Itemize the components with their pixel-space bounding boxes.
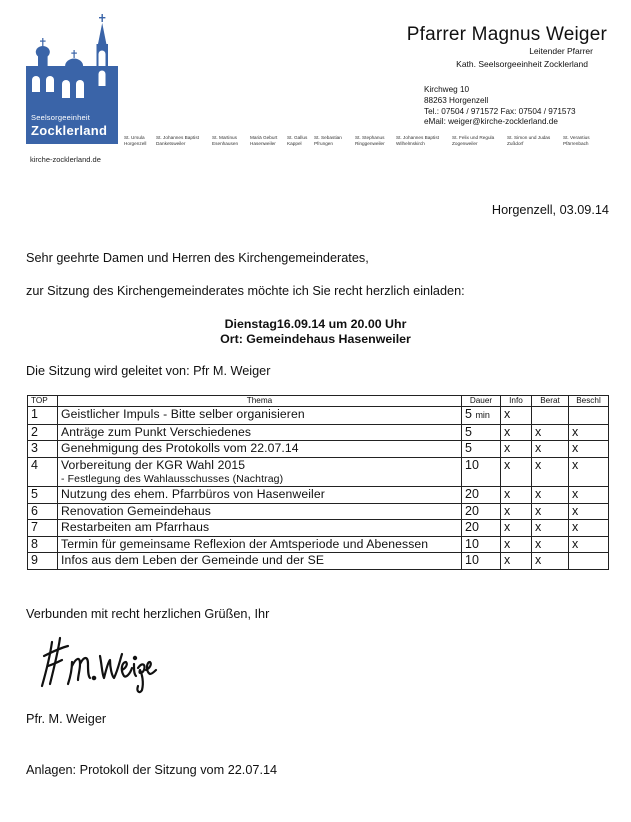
row-topic: Anträge zum Punkt Verschiedenes — [58, 424, 462, 441]
row-info: x — [501, 457, 532, 487]
parish-item: St. Verantius Pfärrenbach — [563, 135, 590, 146]
table-row — [28, 407, 609, 425]
row-info: x — [501, 553, 532, 570]
agenda-header-row — [28, 396, 609, 407]
row-duration: 20 — [462, 520, 501, 537]
parish-logo — [26, 14, 118, 144]
table-row — [28, 536, 609, 553]
row-berat: x — [532, 424, 569, 441]
row-top: 8 — [28, 536, 58, 553]
row-info: x — [501, 520, 532, 537]
row-topic: Termin für gemeinsame Reflexion der Amtsperiode und Abenessen — [58, 536, 462, 553]
row-top: 5 — [28, 487, 58, 504]
attachments-note: Anlagen: Protokoll der Sitzung vom 22.07.14 — [26, 763, 278, 777]
row-duration: 10 — [462, 553, 501, 570]
table-row — [28, 487, 609, 504]
row-berat: x — [532, 503, 569, 520]
address-phone: Tel.: 07504 / 971572 Fax: 07504 / 971573 — [424, 106, 576, 116]
row-top: 9 — [28, 553, 58, 570]
parish-item: St. Stephanus Ringgenweiler — [355, 135, 385, 146]
row-beschl: x — [569, 503, 609, 520]
parish-item: Mariä Geburt Hasenweiler — [250, 135, 278, 146]
header-topic: Thema — [58, 396, 462, 407]
row-topic — [58, 457, 462, 487]
address-email[interactable]: eMail: weiger@kirche-zocklerland.de — [424, 117, 558, 127]
row-berat: x — [532, 487, 569, 504]
row-berat: x — [532, 520, 569, 537]
row-beschl — [569, 407, 609, 425]
letter-date: Horgenzell, 03.09.14 — [491, 203, 609, 217]
intro-text: zur Sitzung des Kirchengemeinderates möchte ich Sie recht herzlich einladen: — [26, 284, 465, 298]
row-topic: Genehmigung des Protokolls vom 22.07.14 — [58, 441, 462, 458]
row-top: 6 — [28, 503, 58, 520]
row-berat: x — [532, 457, 569, 487]
row-topic: Geistlicher Impuls - Bitte selber organisieren — [58, 407, 462, 425]
parish-item: St. Sebastian Pfrungen — [314, 135, 342, 146]
row-topic-sub: - Festlegung des Wahlausschusses (Nachtrag) — [61, 473, 284, 485]
row-beschl: x — [569, 520, 609, 537]
parish-item: St. Felix und Regula Zogenweiler — [452, 135, 495, 146]
row-beschl: x — [569, 536, 609, 553]
table-row — [28, 520, 609, 537]
sender-role: Leitender Pfarrer — [529, 46, 593, 56]
table-row — [28, 553, 609, 570]
header-duration: Dauer — [462, 396, 501, 407]
row-info: x — [501, 503, 532, 520]
parish-item: St. Johannes Baptist Wilhelmskirch — [396, 135, 439, 146]
meeting-location: Ort: Gemeindehaus Hasenweiler — [220, 332, 411, 346]
sender-name: Pfarrer Magnus Weiger — [406, 24, 607, 45]
row-topic: Renovation Gemeindehaus — [58, 503, 462, 520]
row-beschl: x — [569, 424, 609, 441]
agenda-table — [27, 395, 609, 570]
row-top: 7 — [28, 520, 58, 537]
table-row — [28, 441, 609, 458]
header-info: Info — [501, 396, 532, 407]
row-beschl — [569, 553, 609, 570]
row-info: x — [501, 487, 532, 504]
row-top: 2 — [28, 424, 58, 441]
row-berat — [532, 407, 569, 425]
header-top: TOP — [28, 396, 58, 407]
sender-address — [424, 85, 576, 128]
address-street: Kirchweg 10 — [424, 85, 470, 94]
row-info: x — [501, 441, 532, 458]
row-beschl: x — [569, 441, 609, 458]
parish-item: St. Martinus Esenhausen — [212, 135, 239, 146]
row-berat: x — [532, 441, 569, 458]
parish-item: St. Ursula Horgenzell — [124, 135, 147, 146]
parish-list — [124, 135, 604, 147]
parish-item: St. Gallus Kappel — [287, 135, 308, 146]
row-duration: 5 — [462, 424, 501, 441]
row-duration: 10 — [462, 536, 501, 553]
table-row — [28, 457, 609, 487]
row-beschl: x — [569, 457, 609, 487]
row-topic: Restarbeiten am Pfarrhaus — [58, 520, 462, 537]
logo-line-1: Seelsorgeeinheit — [31, 113, 91, 122]
row-duration: 10 — [462, 457, 501, 487]
row-top: 3 — [28, 441, 58, 458]
handwritten-signature — [38, 634, 158, 696]
table-row — [28, 503, 609, 520]
row-berat: x — [532, 553, 569, 570]
row-duration: 5 min — [462, 407, 501, 425]
row-duration: 20 — [462, 487, 501, 504]
sender-unit: Kath. Seelsorgeeinheit Zocklerland — [456, 59, 588, 69]
address-city: 88263 Horgenzell — [424, 95, 489, 105]
table-row — [28, 424, 609, 441]
salutation: Sehr geehrte Damen und Herren des Kirchengemeinderates, — [26, 251, 369, 265]
signer-name: Pfr. M. Weiger — [26, 712, 107, 726]
meeting-chair: Die Sitzung wird geleitet von: Pfr M. Weiger — [26, 364, 271, 378]
parish-item: St. Johannes Baptist Danketsweiler — [156, 135, 199, 146]
row-berat: x — [532, 536, 569, 553]
logo-line-2: Zocklerland — [31, 123, 108, 138]
website-url[interactable]: kirche-zocklerland.de — [30, 155, 101, 164]
parish-item: St. Simon und Judas Zußdorf — [507, 135, 551, 146]
row-topic: Nutzung des ehem. Pfarrbüros von Hasenweiler — [58, 487, 462, 504]
row-topic: Infos aus dem Leben der Gemeinde und der SE — [58, 553, 462, 570]
header-berat: Berat — [532, 396, 569, 407]
header-beschl: Beschl — [569, 396, 609, 407]
row-info: x — [501, 424, 532, 441]
duration-unit: min — [475, 410, 490, 420]
row-info: x — [501, 536, 532, 553]
row-info: x — [501, 407, 532, 425]
row-top: 4 — [28, 457, 58, 487]
row-duration: 5 — [462, 441, 501, 458]
meeting-date-time: Dienstag16.09.14 um 20.00 Uhr — [224, 317, 407, 331]
row-beschl: x — [569, 487, 609, 504]
row-duration: 20 — [462, 503, 501, 520]
row-topic-main: Vorbereitung der KGR Wahl 2015 — [61, 457, 246, 472]
closing-text: Verbunden mit recht herzlichen Grüßen, Ihr — [26, 607, 270, 621]
row-top: 1 — [28, 407, 58, 425]
